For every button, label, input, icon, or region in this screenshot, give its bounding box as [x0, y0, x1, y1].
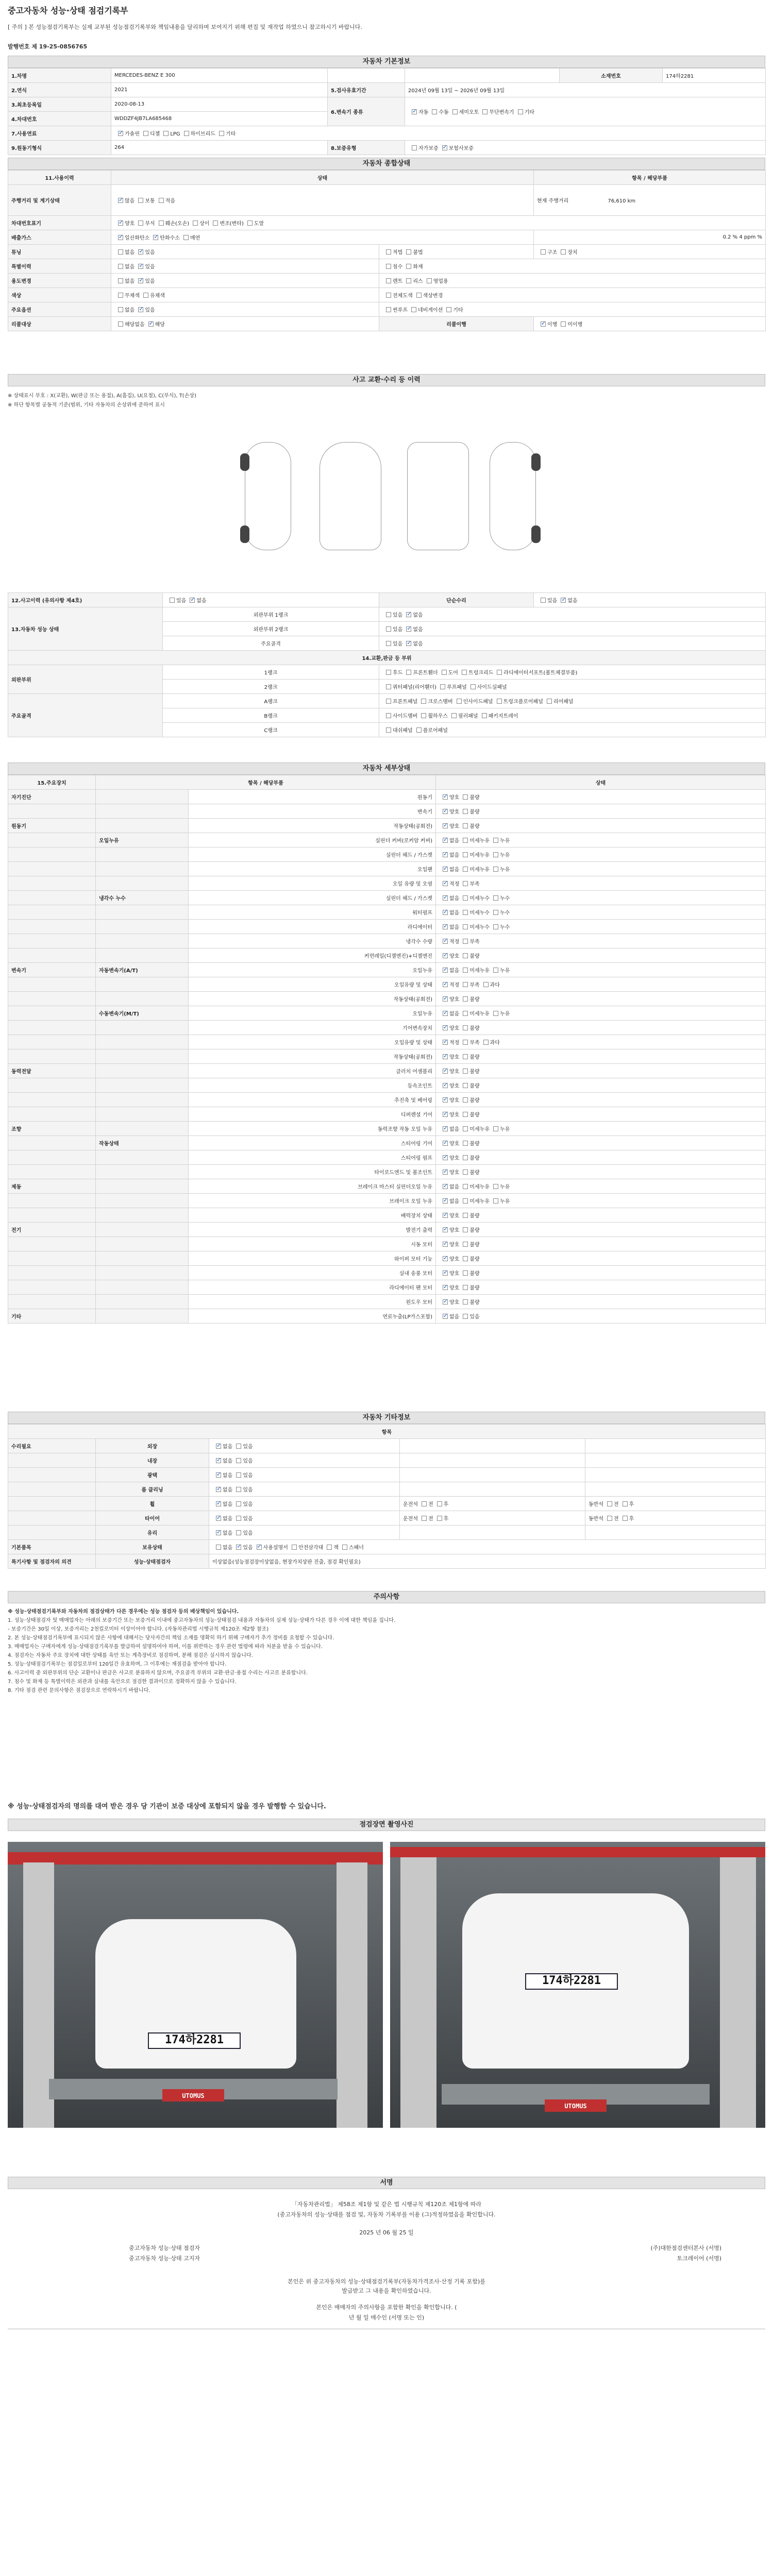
extra-option-checkbox[interactable]: 있음 [232, 1471, 253, 1479]
parts-subtitle: 14.교환,판금 등 부위 [8, 651, 766, 665]
detail-option-checkbox[interactable]: ✓ 없음 [439, 1197, 459, 1205]
detail-row: 스티어링 펌프 ✓ 양호 불량 [8, 1150, 766, 1165]
extra-row: 내장 ✓ 없음 있음 [8, 1453, 766, 1468]
detail-option-checkbox[interactable]: ✓ 양호 [439, 1081, 459, 1089]
sign-confirm3: 본인은 매매자의 주의사항을 포함한 확인을 확인합니다. ( [316, 2304, 457, 2311]
car-side-left [245, 442, 291, 550]
accident-history-label: 12.사고이력 (유의사항 제4호) [8, 593, 163, 607]
detail-option-checkbox[interactable]: 누유 [490, 851, 510, 858]
detail-option-checkbox[interactable]: 누유 [490, 1125, 510, 1132]
detail-row: 기타 연료누출(LP가스포함) ✓ 없음 있음 [8, 1309, 766, 1324]
detail-option-checkbox[interactable]: ✓ 양호 [439, 1283, 459, 1291]
detail-option-checkbox[interactable]: ✓ 없음 [439, 1125, 459, 1132]
detail-option-checkbox[interactable]: 미세누유 [459, 851, 490, 858]
detail-option-checkbox[interactable]: ✓ 적정 [439, 980, 459, 988]
detail-option-checkbox[interactable]: ✓ 적정 [439, 1038, 459, 1046]
sign-buyer[interactable]: 년 월 일 매수인 (서명 또는 인) [348, 2314, 425, 2321]
detail-option-checkbox[interactable]: ✓ 없음 [439, 865, 459, 873]
tuning-label: 튜닝 [8, 245, 111, 259]
pos-checkbox[interactable]: 동반석 [589, 1502, 603, 1507]
detail-option-checkbox[interactable]: ✓ 양호 [439, 1298, 459, 1306]
detail-option-checkbox[interactable]: ✓ 없음 [439, 836, 459, 844]
detail-row: 전기 발전기 출력 ✓ 양호 불량 [8, 1223, 766, 1237]
sign-inspector-sig[interactable]: (주)대한점검센터본사 (서명) [650, 2245, 721, 2251]
detail-row: 배력장치 상태 ✓ 양호 불량 [8, 1208, 766, 1223]
detail-option-checkbox[interactable]: ✓ 양호 [439, 1096, 459, 1104]
detail-row: 오일팬 ✓ 없음 미세누유 누유 [8, 862, 766, 876]
mileage-options [111, 185, 534, 216]
warranty-options [405, 141, 766, 155]
note-line: 7. 침수 및 화재 등 특별이력은 외관과 실내를 육안으로 점검한 결과이므로 정확하지 않을 수 있습니다. [8, 1679, 237, 1685]
detail-option-checkbox[interactable]: 부족 [459, 879, 479, 887]
extra-row: 휠 ✓ 없음 있음 운전석 전 후 동반석 전 후 [8, 1497, 766, 1511]
detail-option-checkbox[interactable]: 불량 [459, 807, 479, 815]
basic-item-checkbox[interactable]: 안전삼각대 [288, 1543, 323, 1551]
warranty-insurance-checkbox[interactable]: ✓ 보험사보증 [439, 144, 474, 151]
section-accident: 사고 교환·수리 등 이력 [8, 374, 765, 386]
extra-option-checkbox[interactable]: ✓ 없음 [212, 1529, 232, 1536]
plate-value: 174하2281 [663, 69, 766, 83]
plate-label: 소재번호 [560, 69, 663, 83]
detail-option-checkbox[interactable]: 누유 [490, 836, 510, 844]
detail-option-checkbox[interactable]: 과다 [480, 1038, 500, 1046]
period-label: 5.검사유효기간 [328, 83, 405, 97]
fuel-etc-checkbox[interactable]: 기타 [215, 129, 236, 137]
basic-item-checkbox[interactable]: 없음 [212, 1543, 232, 1551]
recall-done-label: 리콜이행 [379, 317, 534, 331]
note-line: 3. 매매업자는 구매자에게 성능·상태점검기록부를 발급하여 설명하여야 하며, 이를 위반하는 경우 관련 법령에 따라 처분을 받을 수 있습니다. [8, 1644, 323, 1650]
reg-value: 2020-08-13 [111, 97, 328, 112]
extra-row: 룸 클리닝 ✓ 없음 있음 [8, 1482, 766, 1497]
detail-option-checkbox[interactable]: ✓ 양호 [439, 1154, 459, 1161]
detail-option-checkbox[interactable]: 불량 [459, 952, 479, 959]
vin-label: 4.차대번호 [8, 112, 111, 126]
detail-row: 추진축 및 베어링 ✓ 양호 불량 [8, 1093, 766, 1107]
detail-option-checkbox[interactable]: ✓ 양호 [439, 1269, 459, 1277]
extra-table: 항목 수리필요 외장 ✓ 없음 있음 내장 ✓ 없음 있음 광택 ✓ 없음 있음 룸 클리닝 ✓ 없음 있음 휠 ✓ 없음 있음 운전석 전 후 동반석 전 후 타이어 ✓ 없음 있음 운전석 전 후 동반석 전 후 유리 ✓ 없음 있음 기본품목 보유상태 없음✓ 있음✓ 사용설명서 안전삼각대 잭 스패너 특기사항 및 점검자의 의견 성능·상태점검자 이상없음(성능점검장이상없음, 현장가치상판 진출, 점검 확인필요) [8, 1424, 766, 1569]
section-overall: 자동차 종합상태 [8, 158, 765, 170]
mileage-many-checkbox[interactable]: ✓ 많음 [114, 196, 135, 204]
pos-checkbox[interactable]: 전 [418, 1514, 433, 1522]
extra-option-checkbox[interactable]: ✓ 없음 [212, 1442, 232, 1450]
warranty-self-checkbox[interactable]: 자가보증 [408, 144, 439, 151]
detail-option-checkbox[interactable]: 불량 [459, 1024, 479, 1031]
detail-row: 오일유량 및 상태 ✓ 적정 부족 과다 [8, 977, 766, 992]
trans-etc-checkbox[interactable]: 기타 [514, 108, 534, 115]
accident-no-checkbox[interactable]: ✓ 없음 [186, 596, 206, 604]
section-extra: 자동차 기타정보 [8, 1412, 765, 1424]
detail-option-checkbox[interactable]: 미세누유 [459, 1009, 490, 1017]
year-value: 2021 [111, 83, 328, 97]
detail-row: 동력전달 클러치 어셈블리 ✓ 양호 불량 [8, 1064, 766, 1078]
detail-option-checkbox[interactable]: 불량 [459, 1067, 479, 1075]
notes-list [8, 1607, 765, 1695]
extra-option-checkbox[interactable]: ✓ 없음 [212, 1456, 232, 1464]
fuel-label: 7.사용연료 [8, 126, 111, 141]
car-top-inner [407, 442, 469, 550]
detail-row: 수동변속기(M/T) 오일누유 ✓ 없음 미세누유 누유 [8, 1006, 766, 1021]
detail-row: 브레이크 오일 누유 ✓ 없음 미세누유 누유 [8, 1194, 766, 1208]
accident-table: 12.사고이력 (유의사항 제4호) 있음✓ 없음 단순수리 있음✓ 없음 13.자동차 성능 상태 외판부위 1랭크 있음✓ 없음 외판부위 2랭크 있음✓ 없음 주요골격 있음✓ 없음 14.교환,판금 등 부위 외판부위 1랭크 후드 프론트휀더 도어 트렁크리드 라디에이터서포트(볼트체결부품) 2랭크 쿼터패널(리어휀더) 루프패널 사이드실패널 주요골격 A랭크 프론트패널 크로스멤버 인사이드패널 트렁크플로어패널 리어패널 B랭크 사이드멤버 휠하우스 필러패널 패키지트레이 C랭크 대쉬패널 플로어패널 [8, 592, 766, 737]
detail-option-checkbox[interactable]: ✓ 양호 [439, 1255, 459, 1262]
notice-text: [ 주의 ] 본 성능점검기록부는 실제 교부된 성능점검기록부와 책임내용을 달리하며 보여지기 위해 편집 및 재작업 하였으니 참고하시기 바랍니다. [8, 24, 362, 30]
extra-option-checkbox[interactable]: 있음 [232, 1500, 253, 1507]
overall-col-state: 상태 [111, 171, 534, 185]
photo-rear-plate: 174하2281 [525, 1973, 618, 1990]
detail-row: 실린더 헤드 / 가스켓 ✓ 없음 미세누유 누유 [8, 848, 766, 862]
detail-option-checkbox[interactable]: 불량 [459, 1211, 479, 1219]
detail-option-checkbox[interactable]: 누수 [490, 894, 510, 902]
detail-row: 등속조인트 ✓ 양호 불량 [8, 1078, 766, 1093]
sign-confirm: 본인은 위 중고자동차의 성능·상태점검기록부(자동차가격조사·산정 기록 포함)를 [288, 2278, 485, 2285]
detail-option-checkbox[interactable]: 불량 [459, 1283, 479, 1291]
detail-row: 디퍼렌셜 기어 ✓ 양호 불량 [8, 1107, 766, 1122]
detail-option-checkbox[interactable]: 누유 [490, 966, 510, 974]
sign-notifier: 중고자동차 성능·상태 고지자 [129, 2255, 200, 2262]
detail-option-checkbox[interactable]: ✓ 양호 [439, 1168, 459, 1176]
detail-option-checkbox[interactable]: 미세누유 [459, 1197, 490, 1205]
sign-line1: 「자동차관리법」 제58조 제1항 및 같은 법 시행규칙 제120조 제1항에 따라 [291, 2201, 482, 2208]
mileage-value: 현재 주행거리 76,610 km [534, 185, 766, 216]
note-line: - 보증기간은 30일 이상, 보증거리는 2천킬로미터 이상이어야 합니다. (자동차관리법 시행규칙 제120조 제2항 참조) [8, 1626, 269, 1632]
pos-checkbox[interactable]: 전 [603, 1514, 619, 1522]
photo-rear[interactable]: 174하2281 UTOMUS [390, 1842, 765, 2128]
detail-option-checkbox[interactable]: 불량 [459, 1110, 479, 1118]
detail-row: 시동 모터 ✓ 양호 불량 [8, 1237, 766, 1251]
detail-option-checkbox[interactable]: 누유 [490, 865, 510, 873]
detail-option-checkbox[interactable]: 불량 [459, 822, 479, 829]
detail-option-checkbox[interactable]: 불량 [459, 1269, 479, 1277]
detail-option-checkbox[interactable]: ✓ 양호 [439, 1110, 459, 1118]
detail-option-checkbox[interactable]: ✓ 양호 [439, 1024, 459, 1031]
extra-row: 유리 ✓ 없음 있음 [8, 1526, 766, 1540]
recall-label: 리콜대상 [8, 317, 111, 331]
car-side-right [490, 442, 536, 550]
detail-option-checkbox[interactable]: 불량 [459, 1298, 479, 1306]
detail-option-checkbox[interactable]: 불량 [459, 1139, 479, 1147]
detail-row: 냉각수 수량 ✓ 적정 부족 [8, 934, 766, 948]
basic-item-checkbox[interactable]: ✓ 사용설명서 [253, 1543, 288, 1551]
detail-row: 오일유량 및 상태 ✓ 적정 부족 과다 [8, 1035, 766, 1049]
detail-option-checkbox[interactable]: ✓ 양호 [439, 1211, 459, 1219]
emission-label: 배출가스 [8, 230, 111, 245]
motor-value: 264 [111, 141, 328, 155]
mileage-normal-checkbox[interactable]: 보통 [135, 196, 155, 204]
detail-option-checkbox[interactable]: ✓ 양호 [439, 952, 459, 959]
photo-front-plate: 174하2281 [148, 2032, 241, 2049]
note-line: 5. 성능·상태점검기록부는 점검일로부터 120일간 유효하며, 그 이후에는 재점검을 받아야 합니다. [8, 1662, 227, 1667]
extra-option-checkbox[interactable]: ✓ 없음 [212, 1500, 232, 1507]
mileage-label: 주행거리 및 계기상태 [8, 185, 111, 216]
note-line: ※ 성능·상태점검기록부와 자동차의 점검상태가 다른 경우에는 성능 점검자 등의 배상책임이 있습니다. [8, 1609, 239, 1615]
vin-good-checkbox[interactable]: ✓ 양호 [114, 219, 135, 227]
car-name: MERCEDES-BENZ E 300 [111, 69, 328, 83]
detail-option-checkbox[interactable]: ✓ 없음 [439, 966, 459, 974]
options-label: 주요옵션 [8, 302, 111, 317]
detail-option-checkbox[interactable]: ✓ 없음 [439, 923, 459, 930]
pos-checkbox[interactable]: 운전석 [403, 1502, 418, 1507]
motor-label: 9.원동기형식 [8, 141, 111, 155]
overall-col-note: 항목 / 해당부품 [534, 171, 766, 185]
detail-option-checkbox[interactable]: 불량 [459, 1168, 479, 1176]
detail-option-checkbox[interactable]: 불량 [459, 1226, 479, 1233]
sign-line2: (중고자동차의 성능·상태를 점검 및, 자동차 기록부를 이용 (그)적정하였음을 확인합니다. [277, 2211, 496, 2218]
detail-row: 자기진단 원동기 ✓ 양호 불량 [8, 790, 766, 804]
detail-option-checkbox[interactable]: 누유 [490, 1009, 510, 1017]
trans-label: 6.변속기 종류 [328, 97, 405, 126]
pos-checkbox[interactable]: 전 [603, 1500, 619, 1507]
basic-item-checkbox[interactable]: ✓ 있음 [232, 1543, 253, 1551]
trans-cvt-checkbox[interactable]: 무단변속기 [479, 108, 514, 115]
main-frame-label: 주요골격 [163, 636, 379, 651]
detail-option-checkbox[interactable]: 부족 [459, 937, 479, 945]
sign-inspector: 중고자동차 성능·상태 점검자 [129, 2245, 200, 2251]
basic-item-checkbox[interactable]: 스패너 [339, 1543, 364, 1551]
detail-table: 15.주요장치 항목 / 해당부품 상태 자기진단 원동기 ✓ 양호 불량 변속기 ✓ 양호 불량 원동기 작동상태(공회전) ✓ 양호 불량 오일누유 실린더 커버(로커암 커버) ✓ 없음 미세누유 누유 실린더 헤드 / 가스켓 ✓ 없음 미세누유 누유 오일팬 ✓ 없음 미세누유 누유 오일 유량 및 오염 ✓ 적정 부족 냉각수 누수 실린더 헤드 / 가스켓 ✓ 없음 미세누수 누수 워터펌프 ✓ 없음 미세누수 누수 라디에이터 ✓ 없음 미세누수 누수 냉각수 수량 ✓ 적정 부족 커먼레일(디젤엔진)+디젤엔진 ✓ 양호 불량 변속기 자동변속기(A/T) 오일누유 ✓ 없음 미세누유 누유 오일유량 및 상태 ✓ 적정 부족 과다 작동상태(공회전) ✓ 양호 불량 수동변속기(M/T) 오일누유 ✓ 없음 미세누유 누유 기어변속장치 ✓ 양호 불량 오일유량 및 상태 ✓ 적정 부족 과다 작동상태(공회전) ✓ 양호 불량 동력전달 클러치 어셈블리 ✓ 양호 불량 등속조인트 ✓ 양호 불량 추진축 및 베어링 ✓ 양호 불량 디퍼렌셜 기어 ✓ 양호 불량 조향 동력조향 작동 오일 누유 ✓ 없음 미세누유 누유 작동상태 스티어링 기어 ✓ 양호 불량 스티어링 펌프 ✓ 양호 불량 타이로드엔드 및 볼조인트 ✓ 양호 불량 제동 브레이크 마스터 실린더오일 누유 ✓ 없음 미세누유 누유 브레이크 오일 누유 ✓ 없음 미세누유 누유 배력장치 상태 ✓ 양호 불량 전기 발전기 출력 ✓ 양호 불량 시동 모터 ✓ 양호 불량 와이퍼 모터 기능 ✓ 양호 불량 실내 송풍 모터 ✓ 양호 불량 라디에이터 팬 모터 ✓ 양호 불량 윈도우 모터 ✓ 양호 불량 기타 연료누출(LP가스포함) ✓ 없음 있음 [8, 775, 766, 1324]
detail-option-checkbox[interactable]: 누수 [490, 908, 510, 916]
detail-row: 변속기 ✓ 양호 불량 [8, 804, 766, 819]
detail-option-checkbox[interactable]: ✓ 적정 [439, 879, 459, 887]
reg-label: 3.최초등록일 [8, 97, 111, 112]
detail-row: 윈도우 모터 ✓ 양호 불량 [8, 1295, 766, 1309]
pos-checkbox[interactable]: 후 [433, 1514, 449, 1522]
detail-option-checkbox[interactable]: ✓ 양호 [439, 807, 459, 815]
trans-options [405, 97, 766, 126]
detail-option-checkbox[interactable]: 부족 [459, 980, 479, 988]
sign-date: 2025 년 06 월 25 일 [359, 2229, 414, 2236]
detail-option-checkbox[interactable]: ✓ 없음 [439, 1312, 459, 1320]
pos-checkbox[interactable]: 동반석 [589, 1516, 603, 1522]
detail-option-checkbox[interactable]: 미세누수 [459, 923, 490, 930]
vin-mark-label: 차대번호표기 [8, 216, 111, 230]
section-photos: 점검장면 촬영사진 [8, 1819, 765, 1831]
note-line: 8. 기타 점검 관련 문의사항은 점검장으로 연락하시기 바랍니다. [8, 1688, 150, 1693]
detail-row: 와이퍼 모터 기능 ✓ 양호 불량 [8, 1251, 766, 1266]
detail-option-checkbox[interactable]: 있음 [459, 1312, 479, 1320]
emission-value: 0.2 % 4 ppm % [534, 230, 766, 245]
extra-option-checkbox[interactable]: ✓ 없음 [212, 1485, 232, 1493]
extra-row: 수리필요 외장 ✓ 없음 있음 [8, 1439, 766, 1453]
detail-option-checkbox[interactable]: ✓ 양호 [439, 1240, 459, 1248]
pos-checkbox[interactable]: 후 [433, 1500, 449, 1507]
detail-option-checkbox[interactable]: 미세누유 [459, 836, 490, 844]
detail-option-checkbox[interactable]: 미세누수 [459, 908, 490, 916]
detail-row: 기어변속장치 ✓ 양호 불량 [8, 1021, 766, 1035]
extra-row: 타이어 ✓ 없음 있음 운전석 전 후 동반석 전 후 [8, 1511, 766, 1526]
detail-row: 원동기 작동상태(공회전) ✓ 양호 불량 [8, 819, 766, 833]
extra-option-checkbox[interactable]: 있음 [232, 1514, 253, 1522]
sign-notifier-sig[interactable]: 토크레이어 (서명) [677, 2255, 721, 2262]
detail-option-checkbox[interactable]: 불량 [459, 1096, 479, 1104]
detail-row: 조향 동력조향 작동 오일 누유 ✓ 없음 미세누유 누유 [8, 1122, 766, 1136]
extra-option-checkbox[interactable]: ✓ 없음 [212, 1514, 232, 1522]
outer-rank2-label: 외판부위 2랭크 [163, 622, 379, 636]
extra-option-checkbox[interactable]: 있음 [232, 1456, 253, 1464]
note-line: 6. 사고이력 중 외판부위의 단순 교환이나 판금은 사고로 분류하지 않으며, 주요골격 부위의 교환·판금·용접 수리는 사고로 분류합니다. [8, 1670, 308, 1676]
fuel-gasoline-checkbox[interactable]: ✓ 가솔린 [114, 129, 140, 137]
detail-option-checkbox[interactable]: ✓ 없음 [439, 1182, 459, 1190]
note-line: 1. 성능·상태점검자 및 매매업자는 아래의 보증기간 또는 보증거리 이내에 중고자동차의 성능·상태점검 내용과 자동차의 실제 성능·상태가 다른 경우 이에 대한 책임을 집니다. [8, 1618, 396, 1623]
trans-auto-checkbox[interactable]: ✓ 자동 [408, 108, 428, 115]
trans-manual-checkbox[interactable]: 수동 [428, 108, 448, 115]
extra-option-checkbox[interactable]: ✓ 없음 [212, 1471, 232, 1479]
pos-checkbox[interactable]: 후 [619, 1514, 634, 1522]
overall-col-item: 11.사용이력 [8, 171, 111, 185]
extra-option-checkbox[interactable]: 있음 [232, 1485, 253, 1493]
trans-semi-checkbox[interactable]: 세미오토 [449, 108, 479, 115]
detail-option-checkbox[interactable]: 미세누유 [459, 966, 490, 974]
section-notes: 주의사항 [8, 1591, 765, 1603]
outer-parts-label: 외판부위 [8, 665, 163, 694]
car-name-label: 1.차명 [8, 69, 111, 83]
section-sign: 서명 [8, 2177, 765, 2189]
usage-change-label: 용도변경 [8, 274, 111, 288]
detail-option-checkbox[interactable]: 불량 [459, 1255, 479, 1262]
detail-row: 냉각수 누수 실린더 헤드 / 가스켓 ✓ 없음 미세누수 누수 [8, 891, 766, 905]
detail-option-checkbox[interactable]: ✓ 없음 [439, 908, 459, 916]
frame-parts-label: 주요골격 [8, 694, 163, 737]
detail-row: 변속기 자동변속기(A/T) 오일누유 ✓ 없음 미세누유 누유 [8, 963, 766, 977]
detail-row: 작동상태(공회전) ✓ 양호 불량 [8, 992, 766, 1006]
section-detail: 자동차 세부상태 [8, 762, 765, 775]
year-label: 2.연식 [8, 83, 111, 97]
detail-option-checkbox[interactable]: ✓ 양호 [439, 822, 459, 829]
detail-option-checkbox[interactable]: ✓ 없음 [439, 894, 459, 902]
detail-option-checkbox[interactable]: ✓ 양호 [439, 1053, 459, 1060]
fuel-diesel-checkbox[interactable]: 디젤 [140, 129, 160, 137]
detail-option-checkbox[interactable]: 불량 [459, 1154, 479, 1161]
detail-option-checkbox[interactable]: ✓ 적정 [439, 937, 459, 945]
pos-checkbox[interactable]: 후 [619, 1500, 634, 1507]
detail-option-checkbox[interactable]: 불량 [459, 793, 479, 801]
pos-checkbox[interactable]: 운전석 [403, 1516, 418, 1522]
detail-option-checkbox[interactable]: 누수 [490, 923, 510, 930]
page-title: 중고자동차 성능·상태 점검기록부 [8, 6, 128, 15]
detail-option-checkbox[interactable]: 누유 [490, 1182, 510, 1190]
detail-row: 라디에이터 ✓ 없음 미세누수 누수 [8, 920, 766, 934]
detail-row: 실내 송풍 모터 ✓ 양호 불량 [8, 1266, 766, 1280]
fuel-hybrid-checkbox[interactable]: 하이브리드 [180, 129, 215, 137]
detail-row: 작동상태 스티어링 기어 ✓ 양호 불량 [8, 1136, 766, 1150]
detail-option-checkbox[interactable]: 과다 [480, 980, 500, 988]
period-value: 2024년 09월 13일 ~ 2026년 09월 13일 [405, 83, 766, 97]
basic-info-table [8, 68, 766, 155]
detail-row: 라디에이터 팬 모터 ✓ 양호 불량 [8, 1280, 766, 1295]
special-history-label: 특별이력 [8, 259, 111, 274]
detail-option-checkbox[interactable]: 미세누유 [459, 865, 490, 873]
detail-row: 워터펌프 ✓ 없음 미세누수 누수 [8, 905, 766, 920]
detail-option-checkbox[interactable]: ✓ 양호 [439, 1067, 459, 1075]
outer-rank1-label: 외판부위 1랭크 [163, 607, 379, 622]
detail-option-checkbox[interactable]: ✓ 없음 [439, 851, 459, 858]
detail-row: 오일누유 실린더 커버(로커암 커버) ✓ 없음 미세누유 누유 [8, 833, 766, 848]
detail-option-checkbox[interactable]: ✓ 없음 [439, 1009, 459, 1017]
notes-warning: ※ 성능·상태점검자의 명의를 대여 받은 경우 당 기관이 보증 대상에 포함되지 않을 경우 발행함 수 있습니다. [8, 1803, 326, 1810]
detail-option-checkbox[interactable]: ✓ 양호 [439, 995, 459, 1003]
detail-option-checkbox[interactable]: 불량 [459, 1081, 479, 1089]
mileage-low-checkbox[interactable]: 적음 [155, 196, 175, 204]
detail-option-checkbox[interactable]: ✓ 양호 [439, 793, 459, 801]
detail-option-checkbox[interactable]: ✓ 양호 [439, 1226, 459, 1233]
detail-option-checkbox[interactable]: 미세누수 [459, 894, 490, 902]
note-line: 2. 본 성능·상태점검기록부에 표시되지 않은 사항에 대해서는 당사자간의 책임 소재를 명확히 하기 위해 구매자가 추가 정비를 요청할 수 있습니다. [8, 1635, 334, 1641]
photo-front[interactable]: 174하2281 UTOMUS [8, 1842, 383, 2128]
color-label: 색상 [8, 288, 111, 302]
accident-legend: ※ 상태표시 부호 : X(교환), W(판금 또는 용접), A(흠집), U(요철), C(부식), T(손상) [8, 393, 196, 399]
detail-option-checkbox[interactable]: ✓ 양호 [439, 1139, 459, 1147]
cert-number: 발행번호 제 19-25-0856765 [8, 43, 88, 50]
fuel-options [111, 126, 766, 141]
accident-yes-checkbox[interactable]: 있음 [166, 596, 186, 604]
extra-option-checkbox[interactable]: 있음 [232, 1529, 253, 1536]
detail-option-checkbox[interactable]: 불량 [459, 995, 479, 1003]
detail-row: 작동상태(공회전) ✓ 양호 불량 [8, 1049, 766, 1064]
warranty-label: 8.보증유형 [328, 141, 405, 155]
pos-checkbox[interactable]: 전 [418, 1500, 433, 1507]
extra-row: 광택 ✓ 없음 있음 [8, 1468, 766, 1482]
detail-row: 커먼레일(디젤엔진)+디젤엔진 ✓ 양호 불량 [8, 948, 766, 963]
detail-row: 오일 유량 및 오염 ✓ 적정 부족 [8, 876, 766, 891]
car-top-front [320, 442, 381, 550]
detail-option-checkbox[interactable]: 부족 [459, 1038, 479, 1046]
note-line: 4. 점검자는 자동차 주요 장치에 대한 상태를 육안 또는 계측장비로 점검하며, 분해 점검은 실시하지 않습니다. [8, 1653, 253, 1658]
simple-repair-label: 단순수리 [379, 593, 534, 607]
accident-legend-2: ※ 하단 항목별 공동적 기준(범위, 기타 자동차의 손상위에 준하여 표시 [8, 402, 165, 408]
detail-option-checkbox[interactable]: 불량 [459, 1240, 479, 1248]
vin-value: WDDZF4JB7LA685468 [111, 112, 328, 126]
section-basic-info: 자동차 기본정보 [8, 56, 765, 68]
basic-item-checkbox[interactable]: 잭 [323, 1543, 339, 1551]
fuel-lpg-checkbox[interactable]: LPG [160, 131, 180, 137]
detail-option-checkbox[interactable]: 미세누유 [459, 1125, 490, 1132]
detail-option-checkbox[interactable]: 누유 [490, 1197, 510, 1205]
detail-option-checkbox[interactable]: 불량 [459, 1053, 479, 1060]
extra-option-checkbox[interactable]: 있음 [232, 1442, 253, 1450]
detail-row: 타이로드엔드 및 볼조인트 ✓ 양호 불량 [8, 1165, 766, 1179]
detail-row: 제동 브레이크 마스터 실린더오일 누유 ✓ 없음 미세누유 누유 [8, 1179, 766, 1194]
detail-option-checkbox[interactable]: 미세누유 [459, 1182, 490, 1190]
overall-table: 11.사용이력 상태 항목 / 해당부품 주행거리 및 계기상태 ✓ 많음 보통 적음 현재 주행거리 76,610 km 차대번호표기 ✓ 양호 부식 훼손(오손) 상이 변조(변타) 도말 배출가스 ✓ 일산화탄소✓ 탄화수소 매연 0.2 % 4 ppm % 튜닝 없음✓ 있음 적법 불법 구조 장치 특별이력 없음✓ 있음 침수 화재 용도변경 없음✓ 있음 렌트 리스 영업용 색상 무채색 유채색 전체도색 색상변경 주요옵션 없음✓ 있음 썬루프 네비게이션 기타 리콜대상 해당없음✓ 해당 리콜이행 ✓ 이행 미이행 [8, 170, 766, 331]
sign-confirm2: 발급받고 그 내용을 확인하였습니다. [342, 2287, 431, 2294]
